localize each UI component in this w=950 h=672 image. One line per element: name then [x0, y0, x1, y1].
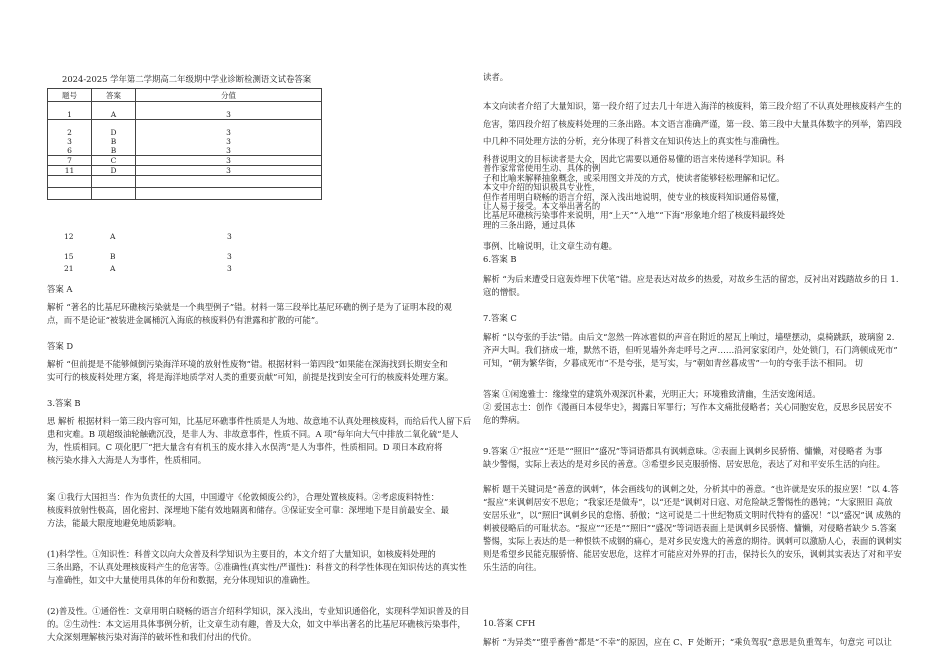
- answer-table: [47, 88, 322, 200]
- text-line: 让人易于接受。本文举出著名的: [483, 201, 601, 212]
- text-line: 与准确性，如文中大量使用具体的年份和数据，充分体现知识的准确性。: [47, 575, 315, 586]
- header-score: 分值: [136, 89, 322, 102]
- text-line: 危害，第四段介绍了核废料处理的三条出路。本文语言准确严谨，第一段、第三段中大量具体数字的列举，第四段: [483, 118, 902, 129]
- text-line: 解析 “但前提是不能够倾倒污染海洋环境的放射性废物”错。根据材料一第四段“如果能在深海找到长期安全和: [47, 359, 448, 369]
- text-line: 为，性质相同。C 项化肥厂“把大量含有有机玉的废水排入水俣湾”是人为事件，性质相同。D 项日本政府将: [47, 442, 443, 453]
- text-line: 核污染水排入大海是人为事件，性质相同。: [47, 455, 207, 466]
- header-answer: 答案: [92, 89, 136, 102]
- table-row: 11 D 3: [48, 166, 322, 176]
- text-line: (2)普及性。①通俗性：文章用明白晓畅的语言介绍科学知识，深入浅出，专业知识通俗化，实现科学知识普及的目: [47, 606, 470, 616]
- text-line: 刺被侵略后的可耻状态。“报应”“还是”“照旧”“盛况”等词语表面上是讽刺乡民骄惰、慵懒，对侵略者缺少 5.答案: [483, 523, 897, 534]
- text-line: 7.答案 C: [483, 313, 517, 323]
- text-line: 危的弊病。: [483, 415, 525, 426]
- text-line: 缺少警惕，实际上表达的是对乡民的善意。③希望乡民克服骄惰、居安思危，表达了对和平安乐生活的向往。: [483, 459, 885, 470]
- table-row: 2 D 3: [48, 128, 322, 137]
- text-line: 事例、比喻说明，让文章生动有趣。: [483, 241, 617, 251]
- text-line: 案 ①我行大国担当：作为负责任的大国，中国遵守《伦敦倾废公约》，合理处置核废料。②考虑废料特性：: [47, 492, 440, 502]
- text-line: 安居乐业”，以“照旧”讽刺乡民的怠惰、骄傲；“这可说是二十世纪物质文明时代特有的盛况！”以“盛况”讽 成熟的: [483, 510, 901, 521]
- text-line: 本文向读者介绍了大量知识，第一段介绍了过去几十年进入海洋的核废料，第三段介绍了不认真处理核废料产生的: [483, 101, 902, 111]
- text-line: 解析 “著名的比基尼环礁核污染就是一个典型例子”错。材料一第三段举比基尼环礁的例子是为了证明本段的观: [47, 302, 452, 312]
- text-line: 的。②生动性：本文运用具体事例分析，让文章生动有趣，普及大众，如文中举出著名的比基尼环礁核污染事件，: [47, 619, 466, 630]
- text-line: 解析 “为异类”“堕乎畜兽”都是“不幸”的原因，应在 C、F 处断开；“乘负驾驭”意思是负重驾车，句意完 可以让: [483, 637, 892, 647]
- text-line: 答案 ①闲逸雅士：缘缘堂的建筑外观深沉朴素，光明正大；环境雅致清幽，生活安逸闲适。: [483, 389, 821, 399]
- text-line: 读者。: [483, 72, 509, 82]
- text-line: 则是希望乡民能克服骄惰、能居安思危，这样才可能应对外界的打击，保持长久的安乐，讽刺其实表达了对和平安: [483, 549, 902, 560]
- text-line: “报应”来讽刺居安不思危；“我家还是做寿”，以“还是”讽刺对日寇、对危险缺乏警惕性的愚钝；“大家照旧 高放: [483, 497, 893, 508]
- text-line: 患和灾难。B 项超级油轮触礁沉没，是非人为、非故意事件，性质不同。A 项“每年向大气中排放二氧化硫”是人: [47, 429, 459, 440]
- text-line: 理的三条出路，通过具体: [483, 219, 576, 230]
- text-line: 方法，能最大限度地避免地质影响。: [47, 518, 181, 529]
- text-line: 比基尼环礁核污染事件来说明，用“上天”“入地”“下海”形象地介绍了核废料最终处: [483, 210, 786, 221]
- text-line: (1)科学性。①知识性：科普文以向大众普及科学知识为主要目的，本文介绍了大量知识，如核废料处理的: [47, 549, 436, 559]
- table-row: 1 A 3: [48, 110, 322, 120]
- text-line: 三条出路，不认真处理核废料产生的危害等。②准确性(真实性/严谨性)：科普文的科学性体现在知识传达的真实性: [47, 562, 467, 573]
- text-line: 普作家常常使用生动、具体的例: [483, 163, 601, 174]
- text-line: 中几种不同处理方法的分析，充分体现了科普文在知识传达上的真实性与准确性。: [483, 136, 785, 147]
- table-row: 7 C 3: [48, 156, 322, 166]
- table-row: 3 B 3: [48, 137, 322, 146]
- header-question-number: 题号: [48, 89, 92, 102]
- text-line: 6.答案 B: [483, 254, 517, 265]
- text-line: 但作者用明白晓畅的语言介绍，深入浅出地说明，使专业的核废料知识通俗易懂，: [483, 191, 785, 202]
- text-line: 点，而不是论证“被装进金属桶沉入海底的核废料仍有泄露和扩散的可能”。: [47, 315, 324, 326]
- text-line: 解析 “为后来遭受日寇轰炸埋下伏笔”错。应是表达对故乡的热爱，对故乡生活的留恋，反衬出对践踏故乡的日 1.: [483, 274, 899, 284]
- text-line: 科普说明文的目标读者是大众，因此它需要以通俗易懂的语言来传递科学知识。科: [483, 154, 785, 164]
- text-line: 答案 A: [47, 284, 73, 294]
- table-row: 6 B 3: [48, 146, 322, 156]
- text-line: 10.答案 CFH: [483, 618, 536, 628]
- text-line: 解析 题干关键词是“善意的讽刺”，体会画线句的讽刺之处，分析其中的善意。“也许就是安乐的报应罢！”以 4.答: [483, 484, 899, 494]
- text-line: 核废料放射性极高，固化密封、深埋地下能有效地隔离和储存。③保证安全可靠：深埋地下是目前最安全、最: [47, 505, 449, 516]
- text-line: 子和比喻来解释抽象概念，或采用图文并茂的方式，使读者能够轻松理解和记忆。: [483, 172, 785, 183]
- text-line: 寇的憎恨。: [483, 287, 525, 298]
- text-line: 大众深刻理解核污染对海洋的破坏性和我们付出的代价。: [47, 632, 257, 643]
- text-line: 实可行的核废料处理方案，将是海洋地质学对人类的重要贡献”可知，前提是找到安全可行的核废料处理方案。: [47, 372, 454, 383]
- text-line: 本文中介绍的知识极具专业性，: [483, 182, 601, 193]
- text-line: 思 解析 根据材料一第三段内容可知，比基尼环礁事件性质是人为地、故意地不认真处理核废料，而给后代人留下后: [47, 416, 472, 426]
- text-line: 答案 D: [47, 341, 74, 351]
- text-line: 齐声大叫。我们挤成一堆，默然不语，但听见墙外奔走呼号之声……沿河家家闭户，处处锁门，石门湾顿成死市”: [483, 345, 898, 356]
- text-line: 警惕，实际上表达的是一种恨铁不成钢的痛心，是对乡民安逸大的善意的期待。讽刺可以激励人心，表面的讽刺实: [483, 536, 902, 547]
- text-line: 乐生活的向往。: [483, 562, 542, 573]
- text-line: ② 爱国志士：创作《漫画日本侵华史》，揭露日军罪行；写作本文痛批侵略者；关心同胞安危，反思乡民居安不: [483, 402, 892, 413]
- text-line: 9.答案 ①“报应”“还是”“照旧”“盛况”等词语都具有讽刺意味。②表面上讽刺乡民骄惰、慵懒，对侵略者 为事: [483, 446, 883, 456]
- text-line: 可知，“朝为繁华街，夕暮成死市”不是夸张，是写实，与“朝如青丝暮成雪”一句的夸张手法不相同。 切: [483, 358, 863, 369]
- text-line: 3.答案 B: [47, 398, 81, 408]
- text-line: 解析 “以夸张的手法”错。由后文“忽然一阵冰雹似的声音在附近的屋瓦上响过，墙壁摆动，桌椅跳跃，玻璃窗 2.: [483, 332, 895, 342]
- document-title: 2024-2025 学年第二学期高二年级期中学业诊断检测语文试卷答案: [62, 74, 312, 84]
